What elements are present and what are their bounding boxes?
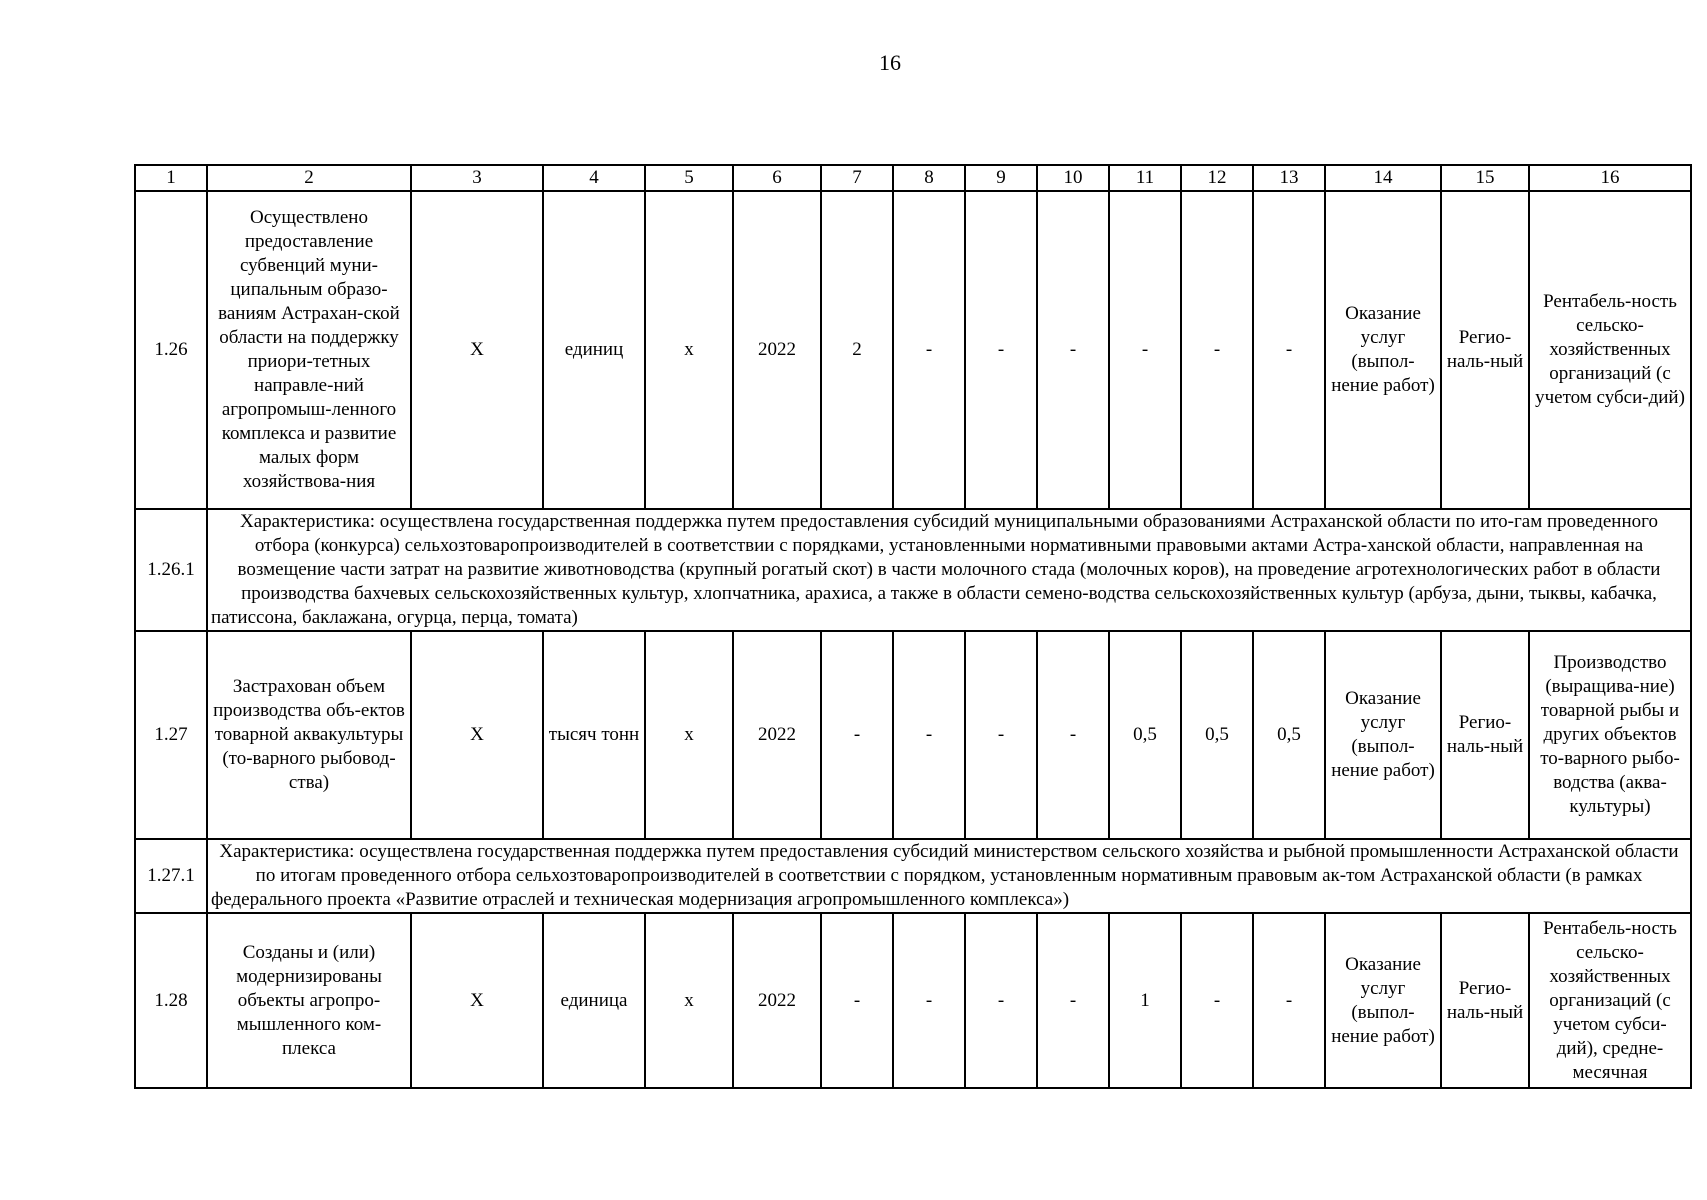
value-cell: - xyxy=(1037,191,1109,509)
cell-col5: x xyxy=(645,913,733,1088)
value-cell: - xyxy=(893,631,965,839)
value-cell: - xyxy=(1253,191,1325,509)
table-row xyxy=(135,509,1691,631)
type-cell: Оказание услуг (выпол-нение работ) xyxy=(1325,913,1441,1088)
header-cell: 10 xyxy=(1037,165,1109,191)
cell-col3: X xyxy=(411,913,543,1088)
header-cell: 12 xyxy=(1181,165,1253,191)
header-cell: 3 xyxy=(411,165,543,191)
value-cell: - xyxy=(821,631,893,839)
row-number: 1.28 xyxy=(135,913,207,1088)
unit-cell: единиц xyxy=(543,191,645,509)
level-cell: Регио-наль-ный xyxy=(1441,913,1529,1088)
header-cell: 15 xyxy=(1441,165,1529,191)
header-cell: 14 xyxy=(1325,165,1441,191)
row-number: 1.26.1 xyxy=(135,509,207,631)
header-cell: 4 xyxy=(543,165,645,191)
value-cell: - xyxy=(965,191,1037,509)
header-cell: 1 xyxy=(135,165,207,191)
year-cell: 2022 xyxy=(733,191,821,509)
table-row xyxy=(135,839,1691,913)
table-row xyxy=(135,631,1691,839)
type-cell: Оказание услуг (выпол-нение работ) xyxy=(1325,631,1441,839)
header-cell: 7 xyxy=(821,165,893,191)
level-cell: Регио-наль-ный xyxy=(1441,191,1529,509)
indicator-cell: Рентабель-ность сельско-хозяйственных организаций (с учетом субси-дий), средне-месячная xyxy=(1529,913,1691,1088)
table-row xyxy=(135,191,1691,509)
value-cell: - xyxy=(1037,631,1109,839)
result-name: Созданы и (или) модернизированы объекты агропро-мышленного ком-плекса xyxy=(207,913,411,1088)
value-cell: 0,5 xyxy=(1181,631,1253,839)
header-cell: 13 xyxy=(1253,165,1325,191)
cell-col5: x xyxy=(645,631,733,839)
characteristic-text: Характеристика: осуществлена государственная поддержка путем предоставления субсидий муниципальными образованиями Астраханской области по ито-гам проведенного отбора (конкурса) сельхозтоваропроизводителей в соответствии с порядками, установленными нормативными правовыми актами Астра-ханской области, направленная на возмещение части затрат на развитие животноводства (крупный рогатый скот) в части молочного стада (молочных коров), на проведение агротехнологических работ в области производства бахчевых сельскохозяйственных культур, хлопчатника, арахиса, а также в области семено-водства сельскохозяйственных культур (арбуза, дыни, тыквы, кабачка, патиссона, баклажана, огурца, перца, томата) xyxy=(207,509,1691,631)
indicators-table xyxy=(134,164,1692,1089)
row-number: 1.26 xyxy=(135,191,207,509)
value-cell: - xyxy=(893,191,965,509)
cell-col5: x xyxy=(645,191,733,509)
value-cell: - xyxy=(893,913,965,1088)
value-cell: 0,5 xyxy=(1253,631,1325,839)
value-cell: - xyxy=(965,913,1037,1088)
value-cell: 1 xyxy=(1109,913,1181,1088)
row-number: 1.27 xyxy=(135,631,207,839)
type-cell: Оказание услуг (выпол-нение работ) xyxy=(1325,191,1441,509)
year-cell: 2022 xyxy=(733,913,821,1088)
value-cell: 0,5 xyxy=(1109,631,1181,839)
result-name: Осуществлено предоставление субвенций муни-ципальным образо-ваниям Астрахан-ской области на поддержку приори-тетных направле-ний агропромыш-ленного комплекса и развитие малых форм хозяйствова-ния xyxy=(207,191,411,509)
table-row xyxy=(135,913,1691,1088)
value-cell: - xyxy=(1253,913,1325,1088)
page-number: 16 xyxy=(879,50,901,75)
unit-cell: тысяч тонн xyxy=(543,631,645,839)
indicator-cell: Рентабель-ность сельско-хозяйственных организаций (с учетом субси-дий) xyxy=(1529,191,1691,509)
row-number: 1.27.1 xyxy=(135,839,207,913)
header-cell: 8 xyxy=(893,165,965,191)
value-cell: - xyxy=(1037,913,1109,1088)
cell-col3: X xyxy=(411,191,543,509)
value-cell: - xyxy=(821,913,893,1088)
header-cell: 5 xyxy=(645,165,733,191)
value-cell: - xyxy=(1181,913,1253,1088)
header-cell: 2 xyxy=(207,165,411,191)
header-cell: 16 xyxy=(1529,165,1691,191)
unit-cell: единица xyxy=(543,913,645,1088)
level-cell: Регио-наль-ный xyxy=(1441,631,1529,839)
characteristic-text: Характеристика: осуществлена государственная поддержка путем предоставления субсидий министерством сельского хозяйства и рыбной промышленности Астраханской области по итогам проведенного отбора сельхозтоваропроизводителей в соответствии с порядком, установленным нормативным правовым ак-том Астраханской области (в рамках федерального проекта «Развитие отраслей и техническая модернизация агропромышленного комплекса») xyxy=(207,839,1691,913)
value-cell: 2 xyxy=(821,191,893,509)
value-cell: - xyxy=(1181,191,1253,509)
header-row xyxy=(135,165,1691,191)
cell-col3: X xyxy=(411,631,543,839)
result-name: Застрахован объем производства объ-ектов товарной аквакультуры (то-варного рыбовод-ства) xyxy=(207,631,411,839)
value-cell: - xyxy=(965,631,1037,839)
indicator-cell: Производство (выращива-ние) товарной рыбы и других объектов то-варного рыбо-водства (аква-культуры) xyxy=(1529,631,1691,839)
value-cell: - xyxy=(1109,191,1181,509)
year-cell: 2022 xyxy=(733,631,821,839)
header-cell: 9 xyxy=(965,165,1037,191)
header-cell: 6 xyxy=(733,165,821,191)
header-cell: 11 xyxy=(1109,165,1181,191)
